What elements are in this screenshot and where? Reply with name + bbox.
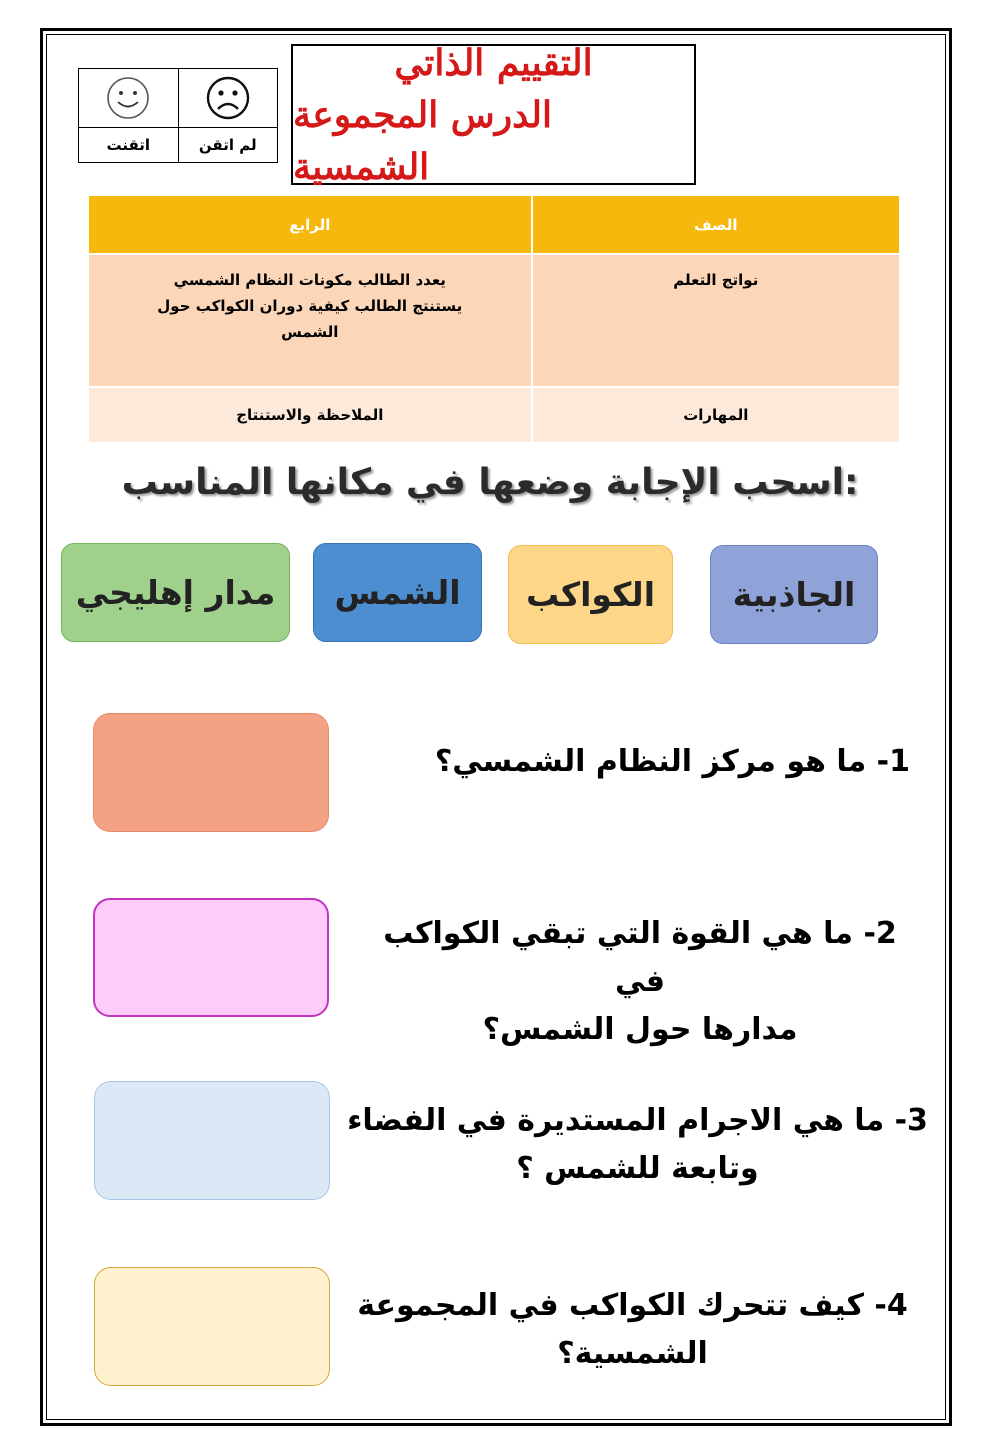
question-2-line-1: 2- ما هي القوة التي تبقي الكواكب في [383,916,897,999]
outcome-line-3: الشمس [281,323,339,341]
answer-chip-planets[interactable]: الكواكب [508,545,673,644]
self-assessment-box [78,68,278,163]
not-mastered-label: لم اتقن [179,127,278,162]
question-3-line-1: 3- ما هي الاجرام المستديرة في الفضاء [347,1103,928,1138]
grade-value: الرابع [88,195,532,254]
drag-instruction: اسحب الإجابة وضعها في مكانها المناسب: [121,462,859,503]
question-2 [360,910,920,1054]
question-1-text: 1- ما هو مركز النظام الشمسي؟ [434,744,910,779]
question-2-line-2: مدارها حول الشمس؟ [482,1012,798,1047]
question-1 [400,738,910,786]
smiley-face-icon [79,69,178,127]
question-4-line-2: الشمسية؟ [557,1336,708,1371]
sad-face-icon [179,69,278,127]
question-3 [345,1097,930,1193]
answer-chip-sun[interactable]: الشمس [313,543,482,642]
mastered-cell[interactable] [79,69,178,162]
question-4-line-1: 4- كيف تتحرك الكواكب في المجموعة [357,1288,908,1323]
answer-chip-elliptical-orbit[interactable]: مدار إهليجي [61,543,290,642]
answer-chip-gravity[interactable]: الجاذبية [710,545,878,644]
learning-outcomes-label: نواتج التعلم [532,254,900,387]
grade-header: الصف [532,195,900,254]
learning-outcomes-value [88,254,532,387]
outcome-line-2: يستنتج الطالب كيفية دوران الكواكب حول [157,297,463,315]
title-box [291,41,696,188]
drop-zone-question-3[interactable] [94,1081,330,1200]
drop-zone-question-2[interactable] [93,898,329,1017]
lesson-info-table [88,195,900,443]
question-3-line-2: وتابعة للشمس ؟ [516,1151,759,1186]
drop-zone-question-1[interactable] [93,713,329,832]
skills-value: الملاحظة والاستنتاج [88,387,532,443]
title-self-assessment: التقييم الذاتي [394,41,593,84]
skills-label: المهارات [532,387,900,443]
title-lesson: الدرس المجموعة الشمسية [293,93,552,188]
drop-zone-question-4[interactable] [94,1267,330,1386]
mastered-label: اتقنت [79,127,178,162]
not-mastered-cell[interactable] [178,69,278,162]
outcome-line-1: يعدد الطالب مكونات النظام الشمسي [173,271,446,289]
question-4 [340,1282,925,1378]
